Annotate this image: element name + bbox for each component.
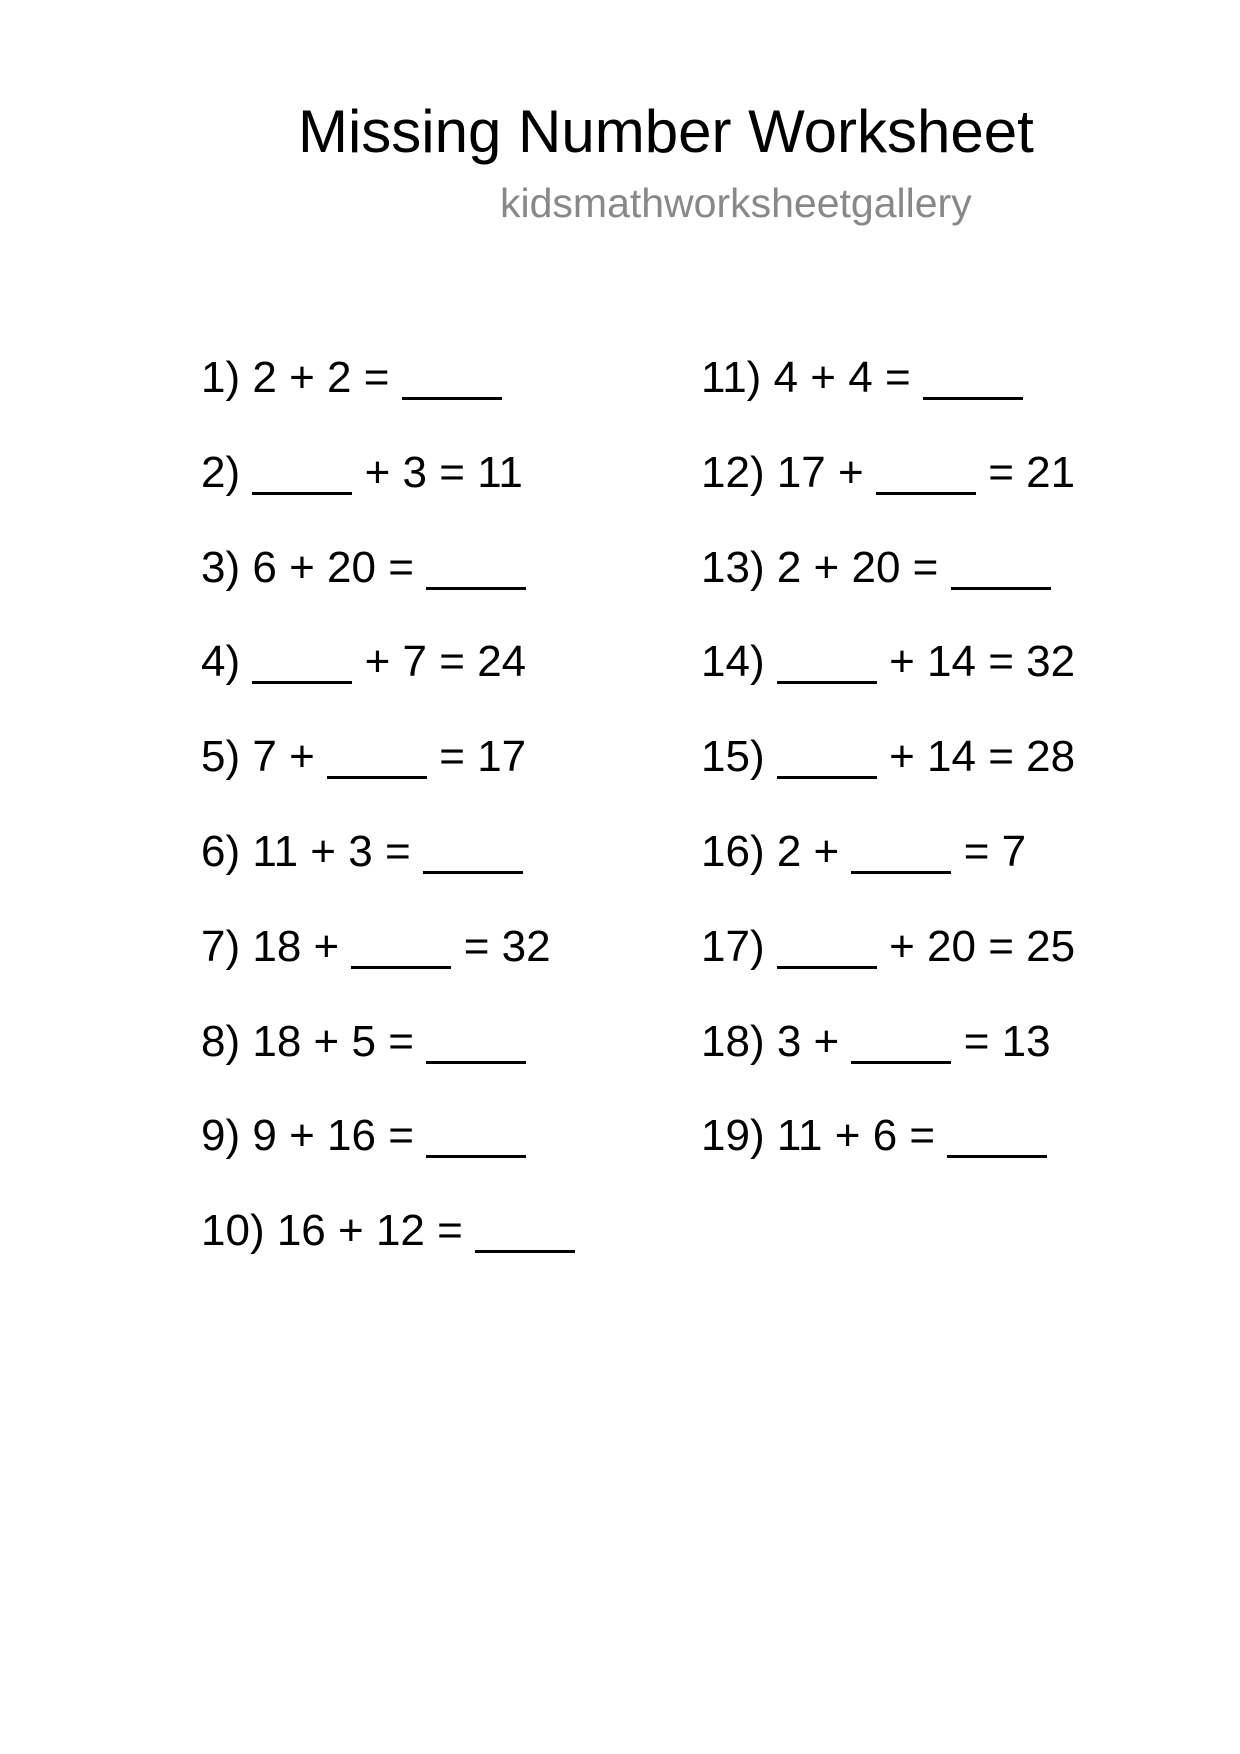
operand-b: 12	[375, 1206, 425, 1256]
problem-item	[201, 448, 575, 543]
problem-number: 10)	[201, 1206, 265, 1256]
operand-a: 6	[252, 542, 277, 592]
problem-item	[701, 448, 1075, 543]
answer-blank[interactable]	[951, 551, 1051, 590]
problems-right-column	[701, 353, 1075, 1206]
equals-sign: =	[988, 637, 1014, 687]
operator: +	[338, 1206, 364, 1256]
problem-number: 7)	[201, 921, 241, 971]
answer-blank[interactable]	[351, 930, 451, 969]
answer-blank[interactable]	[876, 456, 976, 495]
equals-sign: =	[988, 732, 1014, 782]
problem-number: 3)	[201, 542, 241, 592]
problem-item	[201, 1206, 575, 1301]
operand-a: 2	[776, 542, 802, 592]
operand-b: 4	[848, 353, 873, 402]
operand-a: 17	[776, 447, 826, 497]
operand-b: 5	[351, 1016, 376, 1066]
operand-b: 6	[872, 1111, 898, 1161]
answer-blank[interactable]	[777, 645, 877, 684]
operator: +	[889, 637, 915, 687]
answer-blank[interactable]	[475, 1214, 575, 1253]
problems-left-column	[201, 353, 575, 1301]
operand-b: 14	[927, 732, 976, 782]
problem-number: 15)	[701, 732, 765, 782]
answer-blank[interactable]	[252, 456, 352, 495]
equals-sign: =	[884, 353, 911, 402]
operand-b: 20	[851, 542, 901, 592]
operator: +	[289, 732, 315, 782]
operand-a: 18	[252, 921, 302, 971]
equals-sign: =	[912, 542, 939, 592]
problem-number: 1)	[201, 353, 241, 402]
problem-item	[201, 1017, 575, 1112]
result: 13	[1001, 1016, 1051, 1066]
result: 25	[1026, 921, 1076, 971]
operator: +	[313, 921, 340, 971]
equals-sign: =	[963, 826, 990, 876]
problem-item	[701, 922, 1075, 1017]
problem-item	[701, 543, 1075, 638]
problem-item	[201, 543, 575, 638]
problem-number: 9)	[201, 1111, 241, 1161]
problem-item	[201, 732, 575, 827]
problem-number: 18)	[701, 1016, 765, 1066]
problem-item	[701, 1111, 1075, 1206]
result: 24	[477, 637, 527, 687]
operator: +	[889, 732, 915, 782]
result: 17	[477, 732, 527, 782]
result: 28	[1026, 732, 1076, 782]
operand-b: 16	[327, 1111, 376, 1161]
answer-blank[interactable]	[327, 740, 427, 779]
answer-blank[interactable]	[923, 361, 1023, 400]
operator: +	[834, 1111, 861, 1161]
answer-blank[interactable]	[426, 1119, 526, 1158]
problem-item	[201, 637, 575, 732]
equals-sign: =	[384, 826, 411, 876]
operand-a: 2	[776, 826, 802, 876]
problem-number: 8)	[201, 1016, 241, 1066]
operand-a: 11	[776, 1111, 823, 1161]
operand-b: 20	[927, 921, 976, 971]
operator: +	[310, 826, 336, 876]
operand-a: 16	[276, 1206, 326, 1256]
operand-a: 2	[252, 353, 277, 402]
answer-blank[interactable]	[423, 835, 523, 874]
operand-a: 7	[252, 732, 277, 782]
problem-item	[701, 732, 1075, 827]
operator: +	[313, 1016, 340, 1066]
operand-a: 3	[776, 1016, 802, 1066]
equals-sign: =	[988, 447, 1014, 497]
problem-number: 16)	[701, 826, 765, 876]
operator: +	[364, 447, 391, 497]
operand-b: 3	[402, 447, 428, 497]
equals-sign: =	[439, 732, 465, 782]
worksheet-source: kidsmathworksheetgallery	[500, 180, 972, 226]
operand-b: 7	[402, 637, 428, 687]
problem-number: 19)	[701, 1111, 765, 1161]
problem-number: 11)	[701, 353, 762, 402]
operand-a: 11	[252, 826, 299, 876]
answer-blank[interactable]	[947, 1119, 1047, 1158]
result: 21	[1026, 447, 1076, 497]
operator: +	[813, 542, 840, 592]
problem-number: 14)	[701, 637, 765, 687]
equals-sign: =	[388, 1016, 414, 1066]
operator: +	[364, 637, 391, 687]
problem-number: 6)	[201, 826, 241, 876]
problem-number: 5)	[201, 732, 241, 782]
answer-blank[interactable]	[777, 740, 877, 779]
operand-a: 18	[252, 1016, 302, 1066]
problem-item	[701, 827, 1075, 922]
problem-number: 4)	[201, 637, 241, 687]
worksheet-title: Missing Number Worksheet	[298, 98, 1034, 165]
result: 11	[477, 447, 523, 497]
problem-item	[201, 922, 575, 1017]
operator: +	[289, 1111, 315, 1161]
result: 32	[1026, 637, 1076, 687]
operand-b: 20	[327, 542, 376, 592]
problem-item	[701, 1017, 1075, 1112]
operator: +	[289, 542, 315, 592]
answer-blank[interactable]	[851, 1025, 951, 1064]
problem-item	[201, 1111, 575, 1206]
equals-sign: =	[463, 921, 490, 971]
equals-sign: =	[388, 1111, 414, 1161]
answer-blank[interactable]	[252, 645, 352, 684]
answer-blank[interactable]	[426, 1025, 526, 1064]
result: 32	[501, 921, 551, 971]
operator: +	[813, 826, 840, 876]
answer-blank[interactable]	[426, 551, 526, 590]
problem-item	[701, 637, 1075, 732]
answer-blank[interactable]	[402, 361, 502, 400]
problem-number: 2)	[201, 447, 241, 497]
operand-b: 2	[327, 353, 352, 402]
equals-sign: =	[909, 1111, 936, 1161]
equals-sign: =	[388, 542, 414, 592]
equals-sign: =	[437, 1206, 463, 1256]
equals-sign: =	[439, 447, 465, 497]
problem-number: 17)	[701, 921, 765, 971]
problem-number: 13)	[701, 542, 765, 592]
problem-item	[201, 827, 575, 922]
operator: +	[810, 353, 836, 402]
operator: +	[813, 1016, 840, 1066]
equals-sign: =	[963, 1016, 990, 1066]
answer-blank[interactable]	[851, 835, 951, 874]
operator: +	[889, 921, 915, 971]
operand-a: 4	[773, 353, 799, 402]
operand-b: 3	[348, 826, 373, 876]
operator: +	[838, 447, 864, 497]
operator: +	[289, 353, 315, 402]
result: 7	[1001, 826, 1027, 876]
answer-blank[interactable]	[777, 930, 877, 969]
problem-item	[201, 353, 575, 448]
equals-sign: =	[988, 921, 1014, 971]
equals-sign: =	[363, 353, 390, 402]
operand-b: 14	[927, 637, 976, 687]
equals-sign: =	[439, 637, 465, 687]
problem-number: 12)	[701, 447, 765, 497]
problem-item	[701, 353, 1075, 448]
operand-a: 9	[252, 1111, 277, 1161]
